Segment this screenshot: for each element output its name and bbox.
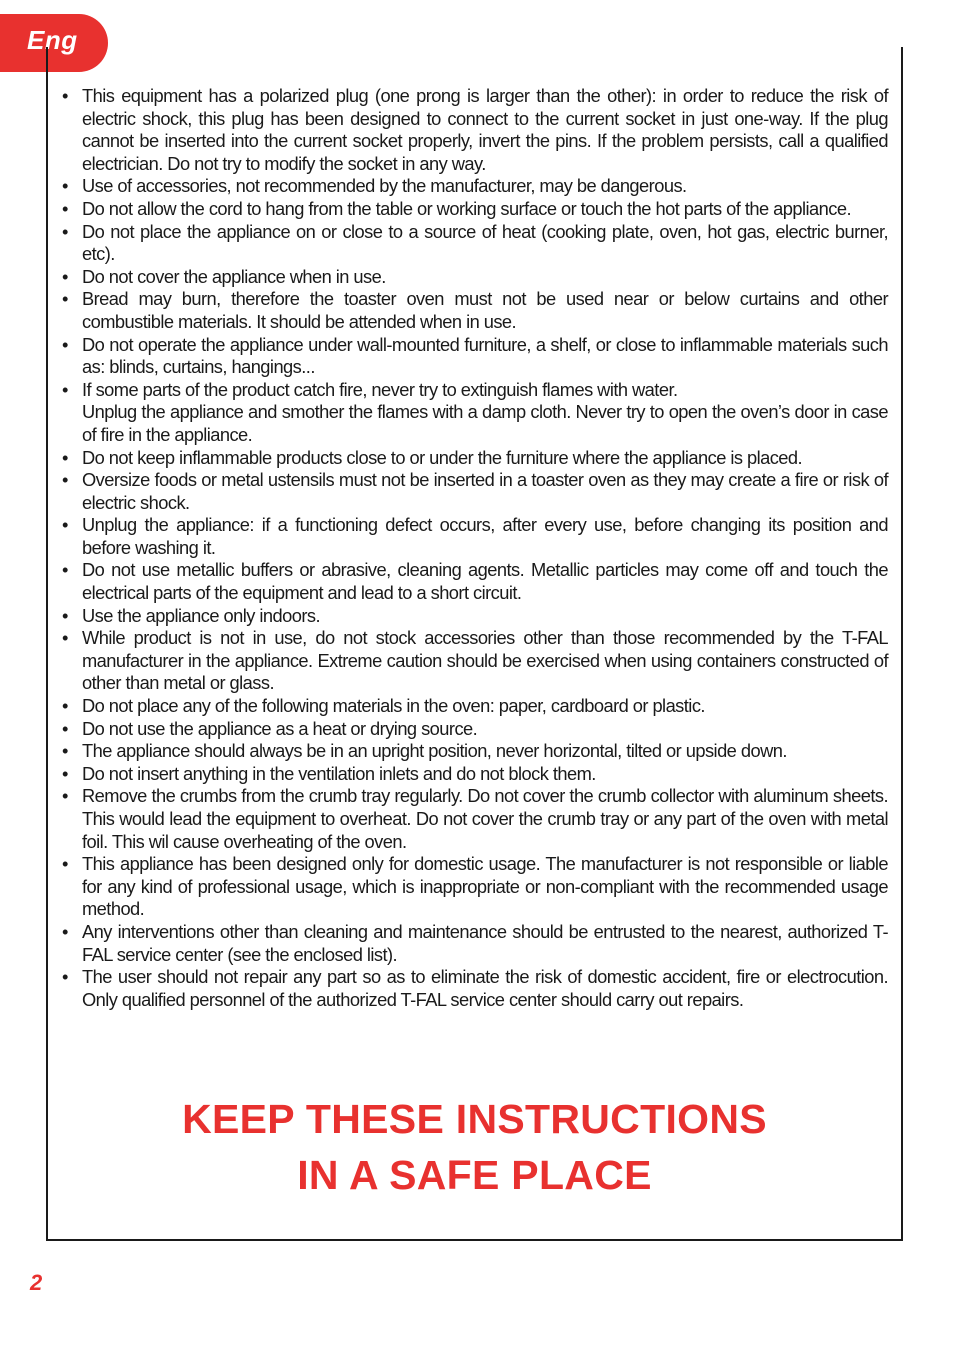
instruction-text: This appliance has been designed only for domestic usage. The manufacturer is not responsible or liable for any kind of professional usage, which is inappropriate or non-compliant with the recommended usage method. <box>82 853 888 920</box>
bullet-icon: • <box>62 85 68 106</box>
instruction-text: Use the appliance only indoors. <box>82 604 321 626</box>
instruction-text: The user should not repair any part so as to eliminate the risk of domestic accident, fire or electrocution. Only qualified personnel of the authorized T-FAL service center should carry out repairs. <box>82 966 888 1010</box>
instruction-text: Bread may burn, therefore the toaster oven must not be used near or below curtains and other combustible materials. It should be attended when in use. <box>82 288 888 332</box>
instruction-text: The appliance should always be in an upright position, never horizontal, tilted or upside down. <box>82 740 787 762</box>
bullet-icon: • <box>62 446 68 468</box>
instructions-section <box>62 85 888 1011</box>
instruction-text: This equipment has a polarized plug (one prong is larger than the other): in order to reduce the risk of electric shock, this plug has been designed to connect to the current socket in just one-way. If the plug cannot be inserted into the current socket properly, invert the pins. If the problem persists, call a qualified electrician. Do not try to modify the socket in any way. <box>82 85 888 174</box>
instruction-item <box>62 447 888 470</box>
bullet-icon: • <box>62 175 68 197</box>
instruction-text: Oversize foods or metal ustensils must not be inserted in a toaster oven as they may create a fire or risk of electric shock. <box>82 469 888 513</box>
instruction-item <box>62 221 888 266</box>
instruction-item <box>62 334 888 379</box>
bullet-icon: • <box>62 288 68 310</box>
instruction-text: Use of accessories, not recommended by the manufacturer, may be dangerous. <box>82 175 687 197</box>
instruction-item <box>62 627 888 695</box>
bullet-icon: • <box>62 604 68 626</box>
instruction-text: Any interventions other than cleaning and maintenance should be entrusted to the nearest, authorized T-FAL service center (see the enclosed list). <box>82 920 888 965</box>
language-label: Eng <box>27 25 78 55</box>
bullet-icon: • <box>62 197 68 219</box>
instruction-text: Do not place any of the following materials in the oven: paper, cardboard or plastic. <box>82 695 705 717</box>
instruction-item <box>62 514 888 559</box>
bullet-icon: • <box>62 265 68 287</box>
bullet-icon: • <box>62 695 68 717</box>
instruction-continuation: Unplug the appliance and smother the flames with a damp cloth. Never try to open the oven’s door in case of fire in the appliance. <box>82 401 888 445</box>
page-number: 2 <box>30 1270 43 1295</box>
bullet-icon: • <box>62 740 68 762</box>
instruction-item <box>62 379 888 447</box>
bullet-icon: • <box>62 717 68 739</box>
instruction-item <box>62 198 888 221</box>
bullet-icon: • <box>62 220 68 242</box>
bullet-icon: • <box>62 920 68 942</box>
instruction-text: Do not place the appliance on or close to a source of heat (cooking plate, oven, hot gas, electric burner, etc). <box>82 220 888 265</box>
bullet-icon: • <box>62 785 68 807</box>
instructions-list <box>62 85 888 1011</box>
instruction-item <box>62 695 888 718</box>
instruction-text: Remove the crumbs from the crumb tray regularly. Do not cover the crumb collector with aluminum sheets. This would lead the equipment to overheat. Do not cover the crumb tray or any part of the oven with metal foil. This wil cause overheating of the oven. <box>82 785 888 852</box>
bullet-icon: • <box>62 627 68 649</box>
instruction-item <box>62 288 888 333</box>
instruction-text: Do not operate the appliance under wall-mounted furniture, a shelf, or close to inflammable materials such as: blinds, curtains, hangings... <box>82 333 888 378</box>
closing-title-line1: KEEP THESE INSTRUCTIONS <box>182 1096 767 1142</box>
bullet-icon: • <box>62 966 68 988</box>
instruction-text: Do not cover the appliance when in use. <box>82 265 386 287</box>
bullet-icon: • <box>62 853 68 875</box>
instruction-text: Do not insert anything in the ventilation inlets and do not block them. <box>82 762 596 784</box>
instruction-item <box>62 605 888 628</box>
instruction-text: Do not use metallic buffers or abrasive, cleaning agents. Metallic particles may come off and touch the electrical parts of the equipment and lead to a short circuit. <box>82 559 888 604</box>
instruction-text: While product is not in use, do not stock accessories other than those recommended by the T-FAL manufacturer in the appliance. Extreme caution should be exercised when using containers constructed of other than metal or glass. <box>82 627 888 694</box>
instruction-item <box>62 740 888 763</box>
instruction-text: Do not allow the cord to hang from the table or working surface or touch the hot parts of the appliance. <box>82 197 851 219</box>
instruction-item <box>62 266 888 289</box>
bullet-icon: • <box>62 378 68 400</box>
bullet-icon: • <box>62 559 68 581</box>
closing-title-line2: IN A SAFE PLACE <box>297 1152 652 1198</box>
instruction-item <box>62 763 888 786</box>
instruction-item <box>62 85 888 175</box>
instruction-item <box>62 785 888 853</box>
instruction-item <box>62 469 888 514</box>
instruction-item <box>62 853 888 921</box>
bullet-icon: • <box>62 514 68 536</box>
instruction-text: Do not keep inflammable products close to or under the furniture where the appliance is placed. <box>82 446 803 468</box>
instruction-item <box>62 175 888 198</box>
instruction-text: Do not use the appliance as a heat or drying source. <box>82 717 478 739</box>
instruction-item <box>62 718 888 741</box>
instruction-text: If some parts of the product catch fire, never try to extinguish flames with water. <box>82 378 678 400</box>
instruction-item <box>62 921 888 966</box>
instruction-item <box>62 966 888 1011</box>
instruction-item <box>62 559 888 604</box>
bullet-icon: • <box>62 762 68 784</box>
instruction-text: Unplug the appliance: if a functioning defect occurs, after every use, before changing its position and before washing it. <box>82 514 888 558</box>
bullet-icon: • <box>62 469 68 491</box>
bullet-icon: • <box>62 333 68 355</box>
